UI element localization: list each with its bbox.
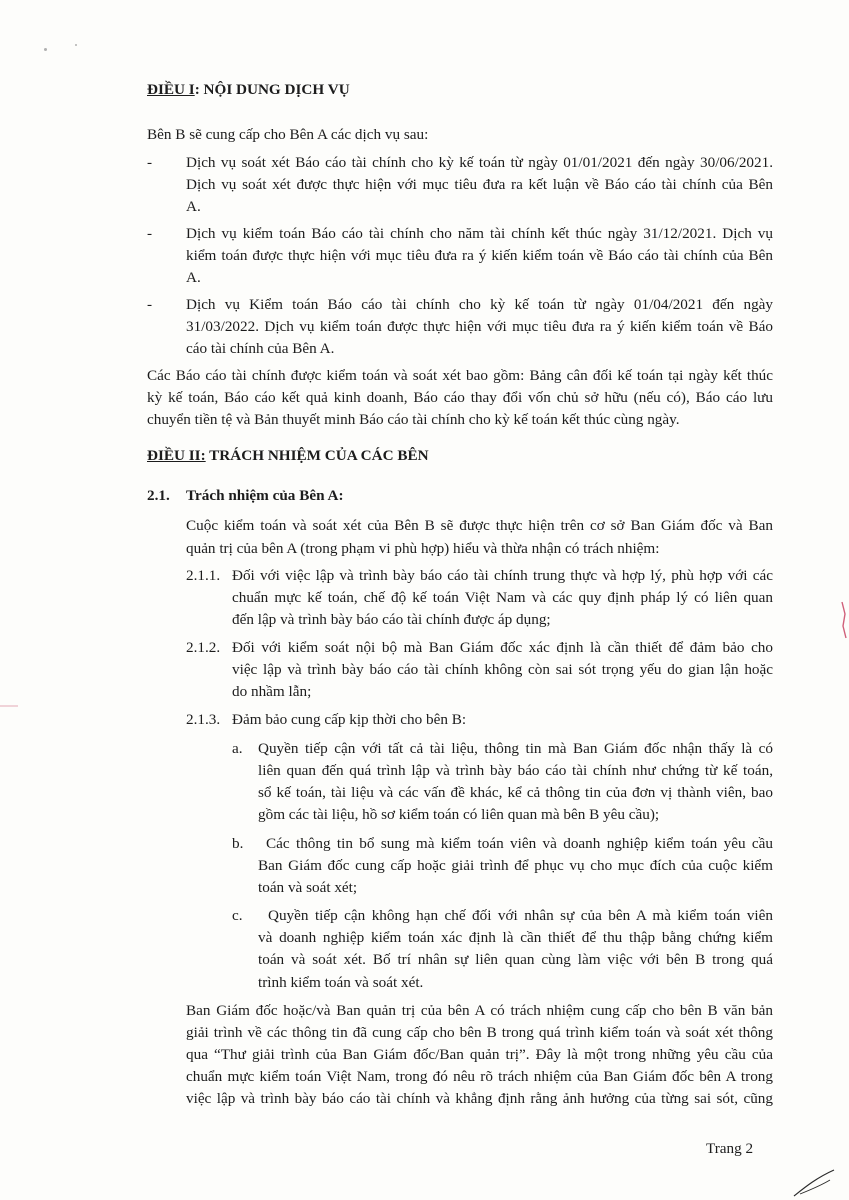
item-a-line-4: gồm các tài liệu, hồ sơ kiểm toán có liên quan mà bên B yêu cầu);: [258, 806, 660, 823]
item-c-label: c.: [232, 907, 243, 924]
bullet-3-line-2: 31/03/2022. Dịch vụ kiểm toán được thực hiện với mục tiêu đưa ra ý kiến kiểm toán về Báo: [186, 318, 773, 335]
item-c-line-1: Quyền tiếp cận không hạn chế đối với nhân sự của bên A mà kiểm toán viên: [268, 907, 773, 924]
closing-line-2: giải trình về các thông tin đã cung cấp cho bên B trong quá trình kiểm toán và soát xét thông: [186, 1024, 773, 1041]
bullet-3-line-3: cáo tài chính của Bên A.: [186, 340, 335, 357]
section-2-1-intro-line-1: Cuộc kiểm toán và soát xét của Bên B sẽ được thực hiện trên cơ sở Ban Giám đốc và Ban: [186, 517, 773, 534]
article-1-summary-line-1: Các Báo cáo tài chính được kiểm toán và soát xét bao gồm: Bảng cân đối kế toán tại ngày kết thúc: [147, 367, 773, 384]
item-a-line-1: Quyền tiếp cận với tất cả tài liệu, thông tin mà Ban Giám đốc nhận thấy là có: [258, 740, 773, 757]
bullet-1-line-2: Dịch vụ soát xét được thực hiện với mục tiêu đưa ra kết luận về Báo cáo tài chính của Bên: [186, 176, 773, 193]
clause-2-1-1-line-1: Đối với việc lập và trình bày báo cáo tài chính trung thực và hợp lý, phù hợp với các: [232, 567, 773, 584]
section-2-1-number: 2.1.: [147, 487, 170, 504]
clause-2-1-2-line-3: do nhầm lẫn;: [232, 683, 312, 700]
clause-2-1-2-line-1: Đối với kiểm soát nội bộ mà Ban Giám đốc xác định là cần thiết để đảm bảo cho: [232, 639, 773, 656]
item-a-line-3: sổ kế toán, tài liệu và các vấn đề khác, kể cả thông tin của đơn vị thành viên, bao: [258, 784, 773, 801]
closing-line-4: chuẩn mực kiểm toán Việt Nam, trong đó nêu rõ trách nhiệm của Ban Giám đốc bên A trong: [186, 1068, 773, 1085]
item-c-line-2: và doanh nghiệp kiểm toán xác định là cần thiết để thu thập bằng chứng kiểm: [258, 929, 773, 946]
article-1-heading-title: : NỘI DUNG DỊCH VỤ: [194, 81, 350, 98]
clause-2-1-3-line-1: Đảm bảo cung cấp kịp thời cho bên B:: [232, 711, 467, 728]
article-1-intro: Bên B sẽ cung cấp cho Bên A các dịch vụ sau:: [147, 126, 429, 143]
clause-2-1-1-line-2: chuẩn mực kế toán, chế độ kế toán Việt Nam và các quy định pháp lý có liên quan: [232, 589, 773, 606]
item-c-line-4: trình kiểm toán và soát xét.: [258, 974, 424, 991]
article-1-summary-line-2: kỳ kế toán, Báo cáo kết quả kinh doanh, Báo cáo thay đổi vốn chủ sở hữu (nếu có), Báo cáo lưu: [147, 389, 773, 406]
clause-2-1-2-line-2: việc lập và trình bày báo cáo tài chính không còn sai sót trọng yếu do gian lận hoặc: [232, 661, 773, 678]
section-2-1-intro-line-2: quản trị của bên A (trong phạm vi phù hợp) hiểu và thừa nhận có trách nhiệm:: [186, 540, 660, 557]
item-b-line-3: toán và soát xét;: [258, 879, 358, 896]
bullet-2-line-3: A.: [186, 269, 201, 286]
article-2-heading: [147, 448, 429, 463]
bullet-dash: -: [147, 154, 153, 171]
signature-stroke: [790, 1166, 840, 1198]
closing-line-5: việc lập và trình bày báo cáo tài chính và khẳng định rằng ảnh hưởng của từng sai sót, cũng: [186, 1090, 773, 1107]
left-margin-tick: [0, 704, 20, 708]
article-1-heading-label: ĐIỀU I: [147, 81, 195, 98]
bullet-3-line-1: Dịch vụ Kiểm toán Báo cáo tài chính cho kỳ kế toán từ ngày 01/04/2021 đến ngày: [186, 296, 773, 313]
clause-2-1-2-number: 2.1.2.: [186, 639, 221, 656]
item-b-label: b.: [232, 835, 244, 852]
article-1-heading: [147, 82, 350, 97]
item-a-line-2: liên quan đến quá trình lập và trình bày báo cáo tài chính như chứng từ kế toán,: [258, 762, 773, 779]
item-b-line-2: Ban Giám đốc cung cấp hoặc giải trình để phục vụ cho mục đích của cuộc kiểm: [258, 857, 773, 874]
bullet-1-line-1: Dịch vụ soát xét Báo cáo tài chính cho kỳ kế toán từ ngày 01/01/2021 đến ngày 30/06/2021.: [186, 154, 773, 171]
bullet-2-line-2: kiểm toán được thực hiện với mục tiêu đưa ra ý kiến kiểm toán về Báo cáo tài chính của Bên: [186, 247, 773, 264]
item-a-label: a.: [232, 740, 243, 757]
margin-ink-mark: [836, 600, 848, 640]
article-2-heading-title: TRÁCH NHIỆM CỦA CÁC BÊN: [205, 447, 429, 464]
scan-speck: [44, 48, 47, 51]
clause-2-1-1-line-3: đến lập và trình bày báo cáo tài chính được áp dụng;: [232, 611, 551, 628]
clause-2-1-3-number: 2.1.3.: [186, 711, 221, 728]
item-c-line-3: toán và soát xét. Bố trí nhân sự liên quan cùng làm việc với bên B trong quá: [258, 951, 773, 968]
bullet-dash: -: [147, 296, 153, 313]
page-number: Trang 2: [706, 1140, 754, 1157]
clause-2-1-1-number: 2.1.1.: [186, 567, 221, 584]
section-2-1-title: Trách nhiệm của Bên A:: [186, 487, 344, 504]
closing-line-1: Ban Giám đốc hoặc/và Ban quản trị của bên A có trách nhiệm cung cấp cho bên B văn bản: [186, 1002, 773, 1019]
scan-speck: [75, 44, 77, 46]
closing-line-3: qua “Thư giải trình của Ban Giám đốc/Ban quản trị”. Đây là một trong những yêu cầu của: [186, 1046, 773, 1063]
item-b-line-1: Các thông tin bổ sung mà kiểm toán viên và doanh nghiệp kiểm toán yêu cầu: [266, 835, 773, 852]
article-2-heading-label: ĐIỀU II:: [147, 447, 206, 464]
bullet-2-line-1: Dịch vụ kiểm toán Báo cáo tài chính cho năm tài chính kết thúc ngày 31/12/2021. Dịch vụ: [186, 225, 773, 242]
bullet-dash: -: [147, 225, 153, 242]
article-1-summary-line-3: chuyển tiền tệ và Bản thuyết minh Báo cáo tài chính cho kỳ kế toán kết thúc cùng ngày.: [147, 411, 680, 428]
bullet-1-line-3: A.: [186, 198, 201, 215]
